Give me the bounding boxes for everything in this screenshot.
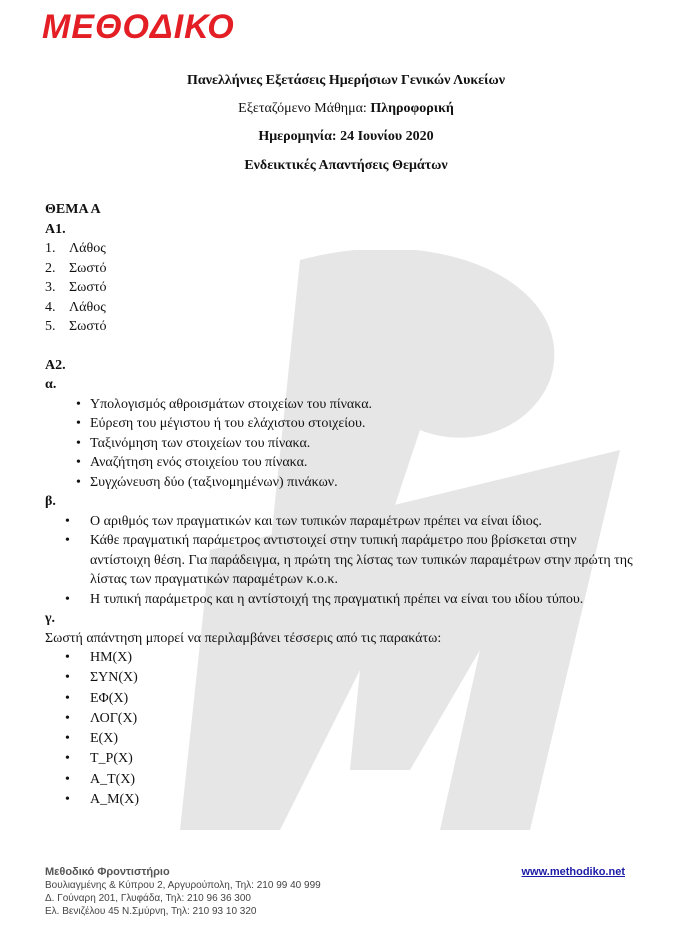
page-footer bbox=[45, 866, 635, 918]
list-item: • Α_Τ(Χ) bbox=[45, 770, 635, 790]
a1-answer-list bbox=[45, 239, 635, 337]
footer-address: Δ. Γούναρη 201, Γλυφάδα, Τηλ: 210 96 36 300 bbox=[45, 893, 251, 904]
a2-alpha-heading: α. bbox=[45, 377, 57, 392]
a2-gamma-heading: γ. bbox=[45, 611, 56, 626]
list-item: • ΛΟΓ(Χ) bbox=[45, 709, 635, 729]
list-item: • Ε(Χ) bbox=[45, 729, 635, 749]
list-item: • Συγχώνευση δύο (ταξινομημένων) πινάκων. bbox=[45, 473, 635, 493]
subject-value: Πληροφορική bbox=[370, 101, 454, 116]
footer-address: Ελ. Βενιζέλου 45 Ν.Σμύρνη, Τηλ: 210 93 10 320 bbox=[45, 906, 257, 917]
a2-gamma-list bbox=[45, 648, 635, 810]
a1-heading: Α1. bbox=[45, 221, 66, 237]
list-item: 3. Σωστό bbox=[45, 280, 107, 295]
answers-content bbox=[45, 200, 635, 810]
list-item: 5. Σωστό bbox=[45, 319, 107, 334]
list-item: 2. Σωστό bbox=[45, 260, 107, 276]
list-item: • ΗΜ(Χ) bbox=[45, 648, 635, 668]
list-item: • Υπολογισμός αθροισμάτων στοιχείων του πίνακα. bbox=[45, 395, 635, 415]
footer-company-name: Μεθοδικό Φροντιστήριο bbox=[45, 866, 170, 878]
a2-heading: Α2. bbox=[45, 357, 66, 373]
a2-alpha-list bbox=[45, 395, 635, 493]
list-item: • Ο αριθμός των πραγματικών και των τυπικών παραμέτρων πρέπει να είναι ίδιος. bbox=[45, 512, 635, 532]
subject-label: Εξεταζόμενο Μάθημα: bbox=[238, 101, 367, 116]
brand-logo: ΜΕΘΟΔΙΚΟ bbox=[42, 8, 235, 46]
exam-title: Πανελλήνιες Εξετάσεις Ημερήσιων Γενικών Λυκείων bbox=[187, 73, 505, 88]
website-link[interactable]: www.methodiko.net bbox=[521, 866, 625, 878]
list-item: • Α_Μ(Χ) bbox=[45, 790, 635, 810]
a2-beta-list bbox=[45, 512, 635, 610]
list-item: • Αναζήτηση ενός στοιχείου του πίνακα. bbox=[45, 453, 635, 473]
list-item: • Εύρεση του μέγιστου ή του ελάχιστου στοιχείου. bbox=[45, 414, 635, 434]
a2-gamma-intro: Σωστή απάντηση μπορεί να περιλαμβάνει τέσσερις από τις παρακάτω: bbox=[45, 630, 442, 646]
subject-line bbox=[0, 101, 692, 117]
list-item: • Ταξινόμηση των στοιχείων του πίνακα. bbox=[45, 434, 635, 454]
list-item: • Κάθε πραγματική παράμετρος αντιστοιχεί στην τυπική παράμετρο που βρίσκεται στην αντίστοιχη θέση. Για παράδειγμα, η πρώτη της λίστας των τυπικών παραμέτρων στην πρώτη της λίστας των πραγματικών παραμέτρων κ.ο.κ. bbox=[45, 531, 635, 590]
list-item: • ΣΥΝ(Χ) bbox=[45, 668, 635, 688]
list-item: • Η τυπική παράμετρος και η αντίστοιχή της πραγματική πρέπει να είναι του ιδίου τύπου. bbox=[45, 590, 635, 610]
document-title: Ενδεικτικές Απαντήσεις Θεμάτων bbox=[244, 158, 448, 173]
list-item: • ΕΦ(Χ) bbox=[45, 689, 635, 709]
list-item: 4. Λάθος bbox=[45, 299, 106, 315]
a2-beta-heading: β. bbox=[45, 494, 56, 509]
footer-address: Βουλιαγμένης & Κύπρου 2, Αργυρούπολη, Τηλ: 210 99 40 999 bbox=[45, 880, 321, 891]
list-item: • Τ_Ρ(Χ) bbox=[45, 749, 635, 769]
list-item: 1. Λάθος bbox=[45, 241, 106, 256]
topic-heading: ΘΕΜΑ Α bbox=[45, 202, 101, 217]
exam-date: Ημερομηνία: 24 Ιουνίου 2020 bbox=[258, 129, 434, 144]
